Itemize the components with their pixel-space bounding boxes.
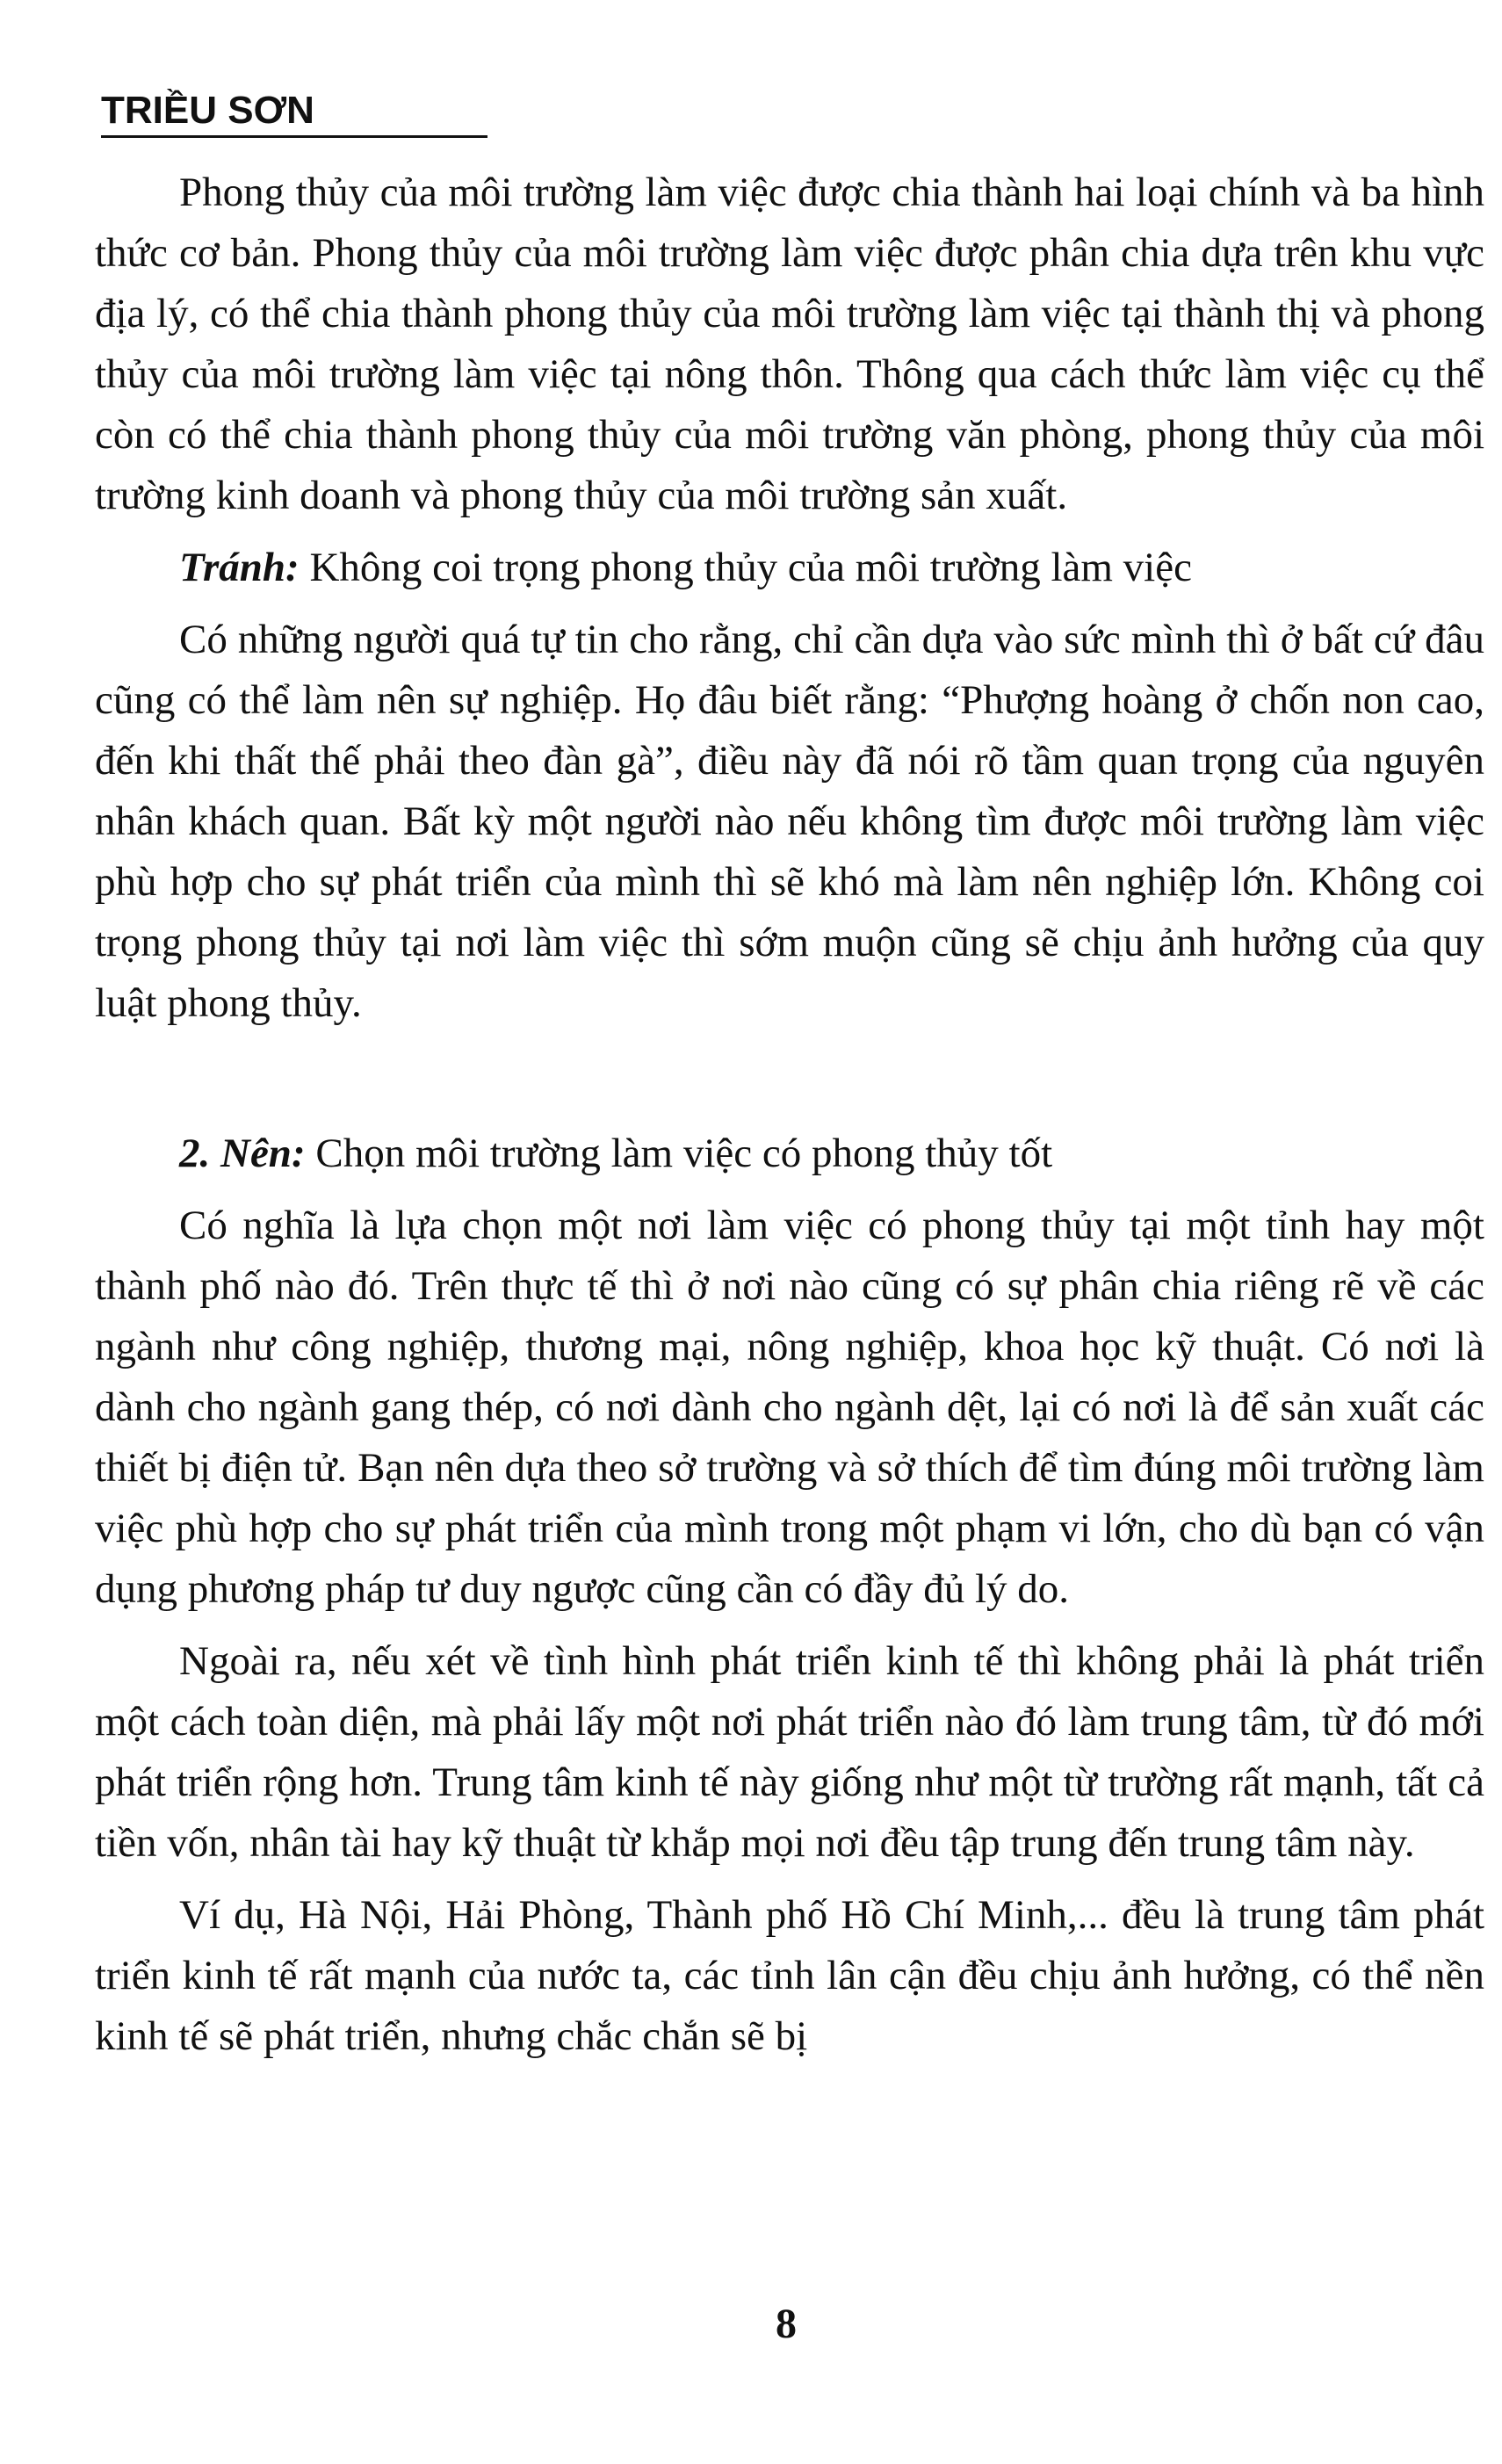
paragraph-should-heading [95,1124,1484,1184]
header-title: TRIỀU SƠN [101,89,314,132]
should-label: 2. Nên: [179,1131,306,1176]
paragraph-intro: Phong thủy của môi trường làm việc được chia thành hai loại chính và ba hình thức cơ bản. Phong thủy của môi trường làm việc được phân chia dựa trên khu vực địa lý, có thể chia thành phong thủy của môi trường làm việc tại thành thị và phong thủy của môi trường làm việc tại nông thôn. Thông qua cách thức làm việc cụ thể còn có thể chia thành phong thủy của môi trường văn phòng, phong thủy của môi trường kinh doanh và phong thủy của môi trường sản xuất. [95,170,1484,518]
paragraph-should-body: Có nghĩa là lựa chọn một nơi làm việc có phong thủy tại một tỉnh hay một thành phố nào đó. Trên thực tế thì ở nơi nào cũng có sự phân chia riêng rẽ về các ngành như công nghiệp, thương mại, nông nghiệp, khoa học kỹ thuật. Có nơi là dành cho ngành gang thép, có nơi dành cho ngành dệt, lại có nơi là để sản xuất các thiết bị điện tử. Bạn nên dựa theo sở trường và sở thích để tìm đúng môi trường làm việc phù hợp cho sự phát triển của mình trong một phạm vi lớn, cho dù bạn có vận dụng phương pháp tư duy ngược cũng cần có đầy đủ lý do. [95,1203,1484,1612]
should-heading-text: Chọn môi trường làm việc có phong thủy tốt [305,1131,1053,1176]
page-number: 8 [776,2301,797,2347]
paragraph-economy: Ngoài ra, nếu xét về tình hình phát triển kinh tế thì không phải là phát triển một cách toàn diện, mà phải lấy một nơi phát triển nào đó làm trung tâm, từ đó mới phát triển rộng hơn. Trung tâm kinh tế này giống như một từ trường rất mạnh, tất cả tiền vốn, nhân tài hay kỹ thuật từ khắp mọi nơi đều tập trung đến trung tâm này. [95,1638,1484,1866]
avoid-label: Tránh: [179,545,300,590]
avoid-heading-text: Không coi trọng phong thủy của môi trường làm việc [299,545,1192,590]
body-text [95,163,1484,2067]
running-header [101,88,487,138]
paragraph-example: Ví dụ, Hà Nội, Hải Phòng, Thành phố Hồ Chí Minh,... đều là trung tâm phát triển kinh tế rất mạnh của nước ta, các tỉnh lân cận đều chịu ảnh hưởng, có thể nền kinh tế sẽ phát triển, nhưng chắc chắn sẽ bị [95,1892,1484,2059]
paragraph-avoid-heading [95,538,1484,598]
paragraph-avoid-body: Có những người quá tự tin cho rằng, chỉ cần dựa vào sức mình thì ở bất cứ đâu cũng có thể làm nên sự nghiệp. Họ đâu biết rằng: “Phượng hoàng ở chốn non cao, đến khi thất thế phải theo đàn gà”, điều này đã nói rõ tầm quan trọng của nguyên nhân khách quan. Bất kỳ một người nào nếu không tìm được môi trường làm việc phù hợp cho sự phát triển của mình thì sẽ khó mà làm nên nghiệp lớn. Không coi trọng phong thủy tại nơi làm việc thì sớm muộn cũng sẽ chịu ảnh hưởng của quy luật phong thủy. [95,617,1484,1026]
